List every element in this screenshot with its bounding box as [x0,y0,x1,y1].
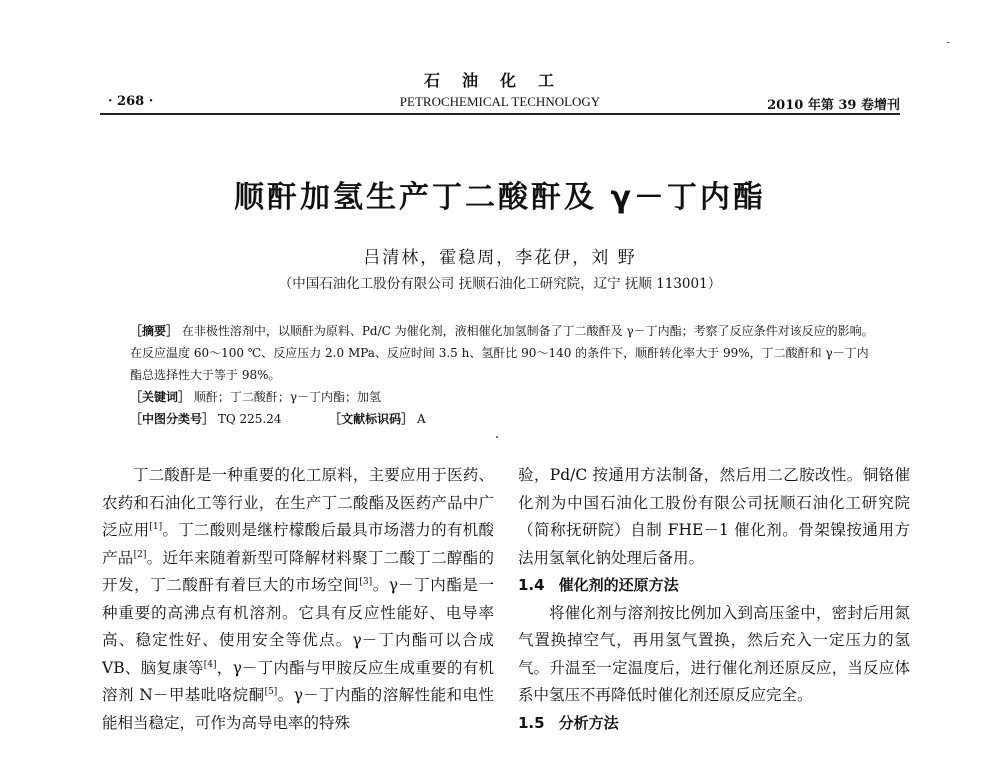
intro-paragraph [102,462,494,737]
page-number: · 268 · [108,94,154,109]
citation-1[interactable]: [1] [149,521,163,532]
citation-4[interactable]: [4] [203,659,217,670]
article-affiliation: （中国石油化工股份有限公司 抚顺石油化工研究院，辽宁 抚顺 113001） [278,276,722,292]
doc-code-value: A [417,412,426,426]
abstract-paragraph [130,320,875,386]
section-title: 催化剂的还原方法 [558,576,679,594]
article-title: 顺酐加氢生产丁二酸酐及 γ－丁内酯 [234,180,766,215]
section-number: 1.5 [518,713,545,732]
clc-value: TQ 225.24 [217,412,282,426]
body-column-left [102,462,494,737]
catalyst-paragraph: 验，Pd/C 按通用方法制备，然后用二乙胺改性。铜铬催化剂为中国石油化工股份有限公司抚顺石油化工研究院（简称抚研院）自制 FHE－1 催化剂。骨架镍按通用方法用氢氧化钠处理后备用。 [518,466,910,567]
abstract-block [130,320,875,430]
intro-text-5: ，γ－丁内酯与甲胺反应生成重要的有机溶剂 N－甲基吡咯烷酮 [102,658,495,704]
doc-code-label: ［文献标识码］ [329,412,414,426]
journal-title-cn: 石油化工 [423,71,576,90]
journal-title-en: PETROCHEMICAL TECHNOLOGY [399,94,601,109]
abstract-label: ［摘要］ [130,324,179,338]
scan-speck-2 [496,436,498,438]
classification-line [130,408,875,430]
citation-2[interactable]: [2] [133,549,147,560]
clc-label: ［中图分类号］ [130,412,215,426]
body-column-right [518,462,910,737]
header-divider [100,113,900,115]
reduction-paragraph: 将催化剂与溶剂按比例加入到高压釜中，密封后用氮气置换掉空气，再用氢气置换，然后充入一定压力的氢气。升温至一定温度后，进行催化剂还原反应，当反应体系中氢压不再降低时催化剂还原反应完全。 [518,603,910,704]
article-authors: 吕清林，霍稳周，李花伊，刘 野 [363,248,637,268]
intro-text-4: 。γ－丁内酯是一种重要的高沸点有机溶剂。它具有反应性能好、电导率高、稳定性好、使用安全等优点。γ－丁内酯可以合成 VB、脑复康等 [102,576,494,677]
issue-info: 2010 年第 39 卷增刊 [767,98,900,113]
section-heading-1-5 [518,710,910,738]
intro-text-2: 。丁二酸则是继柠檬酸后最具市场潜力的有机酸产品 [102,521,494,567]
scan-speck [947,42,950,43]
keywords-label: ［关键词］ [130,390,191,404]
keywords-line [130,386,875,408]
citation-3[interactable]: [3] [359,576,373,587]
intro-text-3: 。近年来随着新型可降解材料聚丁二酸丁二醇酯的开发，丁二酸酐有着巨大的市场空间 [102,548,494,594]
intro-text-1: 丁二酸酐是一种重要的化工原料，主要应用于医药、农药和石油化工等行业，在生产丁二酸酯及医药产品中广泛应用 [102,466,494,539]
section-title: 分析方法 [558,713,619,732]
intro-text-6: 。γ－丁内酯的溶解性能和电性能相当稳定，可作为高导电率的特殊 [102,686,495,732]
abstract-text: 在非极性溶剂中，以顺酐为原料、Pd/C 为催化剂，液相催化加氢制备了丁二酸酐及 γ－丁内酯；考察了反应条件对该反应的影响。在反应温度 60～100 ℃、反应压力 2.0 MPa、反应时间 3.5 h、氢酐比 90～140 的条件下，顺酐转化率大于 99%，丁二酸酐和 γ－丁内酯总选择性大于等于 98%。 [130,324,874,382]
keywords-text: 顺酐；丁二酸酐；γ－丁内酯；加氢 [193,390,382,404]
section-heading-1-4 [518,572,910,600]
citation-5[interactable]: [5] [264,686,278,697]
section-number: 1.4 [518,576,545,594]
